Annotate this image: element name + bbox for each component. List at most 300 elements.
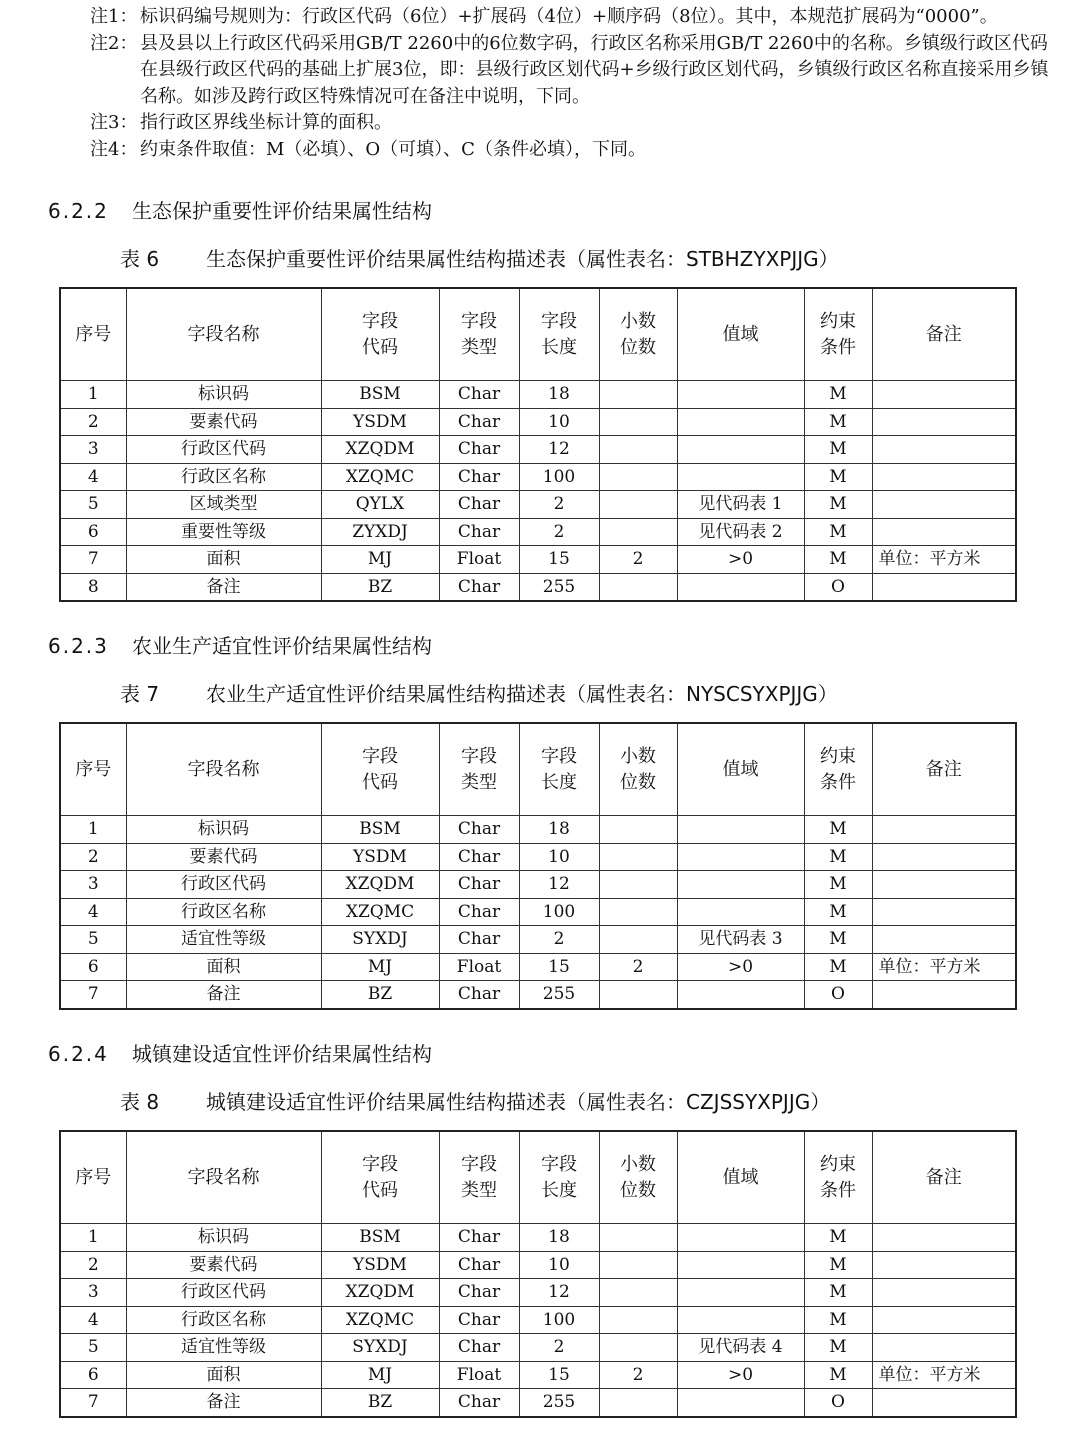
column-header-label: 值域: [722, 758, 759, 780]
domain-cell: [677, 436, 804, 464]
table-row: [60, 1334, 1016, 1362]
section-heading-6-2-3: [48, 630, 432, 659]
table-caption-8: [120, 1086, 830, 1115]
field-name-cell: 标识码: [126, 381, 321, 409]
field-length-cell: 12: [519, 1279, 599, 1307]
field-name-cell: 行政区名称: [126, 898, 321, 926]
table-caption-6: [120, 243, 839, 272]
field-type-cell: Char: [439, 1251, 519, 1279]
field-type-cell: Char: [439, 816, 519, 844]
table-row: [60, 843, 1016, 871]
domain-cell: [677, 898, 804, 926]
column-header: [60, 288, 126, 381]
field-type-cell: Char: [439, 1306, 519, 1334]
column-header-label: 字段长度: [541, 745, 577, 793]
domain-cell: >0: [677, 546, 804, 574]
domain-cell: 见代码表 4: [677, 1334, 804, 1362]
column-header: [599, 1131, 677, 1224]
field-type-cell: Float: [439, 546, 519, 574]
seq-cell: 2: [60, 843, 126, 871]
table-row: [60, 491, 1016, 519]
table-row: [60, 871, 1016, 899]
field-name-cell: 要素代码: [126, 408, 321, 436]
field-length-cell: 100: [519, 463, 599, 491]
field-type-cell: Char: [439, 436, 519, 464]
decimal-cell: [599, 518, 677, 546]
domain-cell: [677, 408, 804, 436]
field-length-cell: 18: [519, 381, 599, 409]
table-number: 表 6: [120, 247, 160, 271]
table-row: [60, 1306, 1016, 1334]
seq-cell: 3: [60, 436, 126, 464]
domain-cell: [677, 463, 804, 491]
section-title: 生态保护重要性评价结果属性结构: [132, 199, 432, 223]
column-header: [126, 723, 321, 816]
column-header: [126, 1131, 321, 1224]
field-length-cell: 2: [519, 926, 599, 954]
domain-cell: [677, 816, 804, 844]
decimal-cell: [599, 436, 677, 464]
decimal-cell: [599, 1224, 677, 1252]
seq-cell: 4: [60, 1306, 126, 1334]
decimal-cell: [599, 463, 677, 491]
constraint-cell: M: [804, 871, 872, 899]
field-code-cell: YSDM: [321, 843, 439, 871]
column-header-label: 约束条件: [820, 310, 856, 358]
column-header-label: 字段长度: [541, 310, 577, 358]
field-type-cell: Char: [439, 1279, 519, 1307]
field-name-cell: 要素代码: [126, 843, 321, 871]
attribute-table-8: [59, 1130, 1017, 1418]
seq-cell: 1: [60, 1224, 126, 1252]
field-length-cell: 18: [519, 816, 599, 844]
table-caption-text: 农业生产适宜性评价结果属性结构描述表（属性表名：NYSCSYXPJJG）: [206, 682, 838, 706]
field-type-cell: Float: [439, 953, 519, 981]
domain-cell: 见代码表 2: [677, 518, 804, 546]
column-header-label: 备注: [925, 323, 962, 345]
constraint-cell: M: [804, 1279, 872, 1307]
attribute-table-7: [59, 722, 1017, 1010]
table-row: [60, 1279, 1016, 1307]
section-heading-6-2-2: [48, 195, 432, 224]
column-header: [519, 1131, 599, 1224]
table-row: [60, 1251, 1016, 1279]
constraint-cell: O: [804, 573, 872, 601]
domain-cell: >0: [677, 953, 804, 981]
seq-cell: 5: [60, 1334, 126, 1362]
column-header: [677, 1131, 804, 1224]
domain-cell: [677, 871, 804, 899]
section-number: 6.2.2: [48, 199, 109, 223]
domain-cell: [677, 573, 804, 601]
column-header-label: 字段类型: [461, 745, 497, 793]
field-code-cell: XZQDM: [321, 871, 439, 899]
table-body: [60, 816, 1016, 1009]
section-number: 6.2.3: [48, 634, 109, 658]
domain-cell: [677, 1279, 804, 1307]
decimal-cell: [599, 1334, 677, 1362]
section-heading-6-2-4: [48, 1038, 432, 1067]
note-label: 注1：: [90, 6, 138, 27]
column-header-label: 序号: [75, 758, 112, 780]
domain-cell: [677, 1389, 804, 1417]
column-header-label: 字段名称: [187, 1166, 260, 1188]
decimal-cell: [599, 573, 677, 601]
column-header: [677, 723, 804, 816]
field-type-cell: Char: [439, 381, 519, 409]
constraint-cell: M: [804, 436, 872, 464]
domain-cell: [677, 1224, 804, 1252]
column-header-label: 序号: [75, 323, 112, 345]
column-header: [872, 288, 1016, 381]
seq-cell: 4: [60, 463, 126, 491]
remark-cell: [872, 1334, 1016, 1362]
column-header-label: 备注: [925, 758, 962, 780]
field-length-cell: 10: [519, 843, 599, 871]
table-number: 表 7: [120, 682, 160, 706]
column-header: [439, 723, 519, 816]
table-row: [60, 381, 1016, 409]
constraint-cell: M: [804, 491, 872, 519]
decimal-cell: [599, 898, 677, 926]
seq-cell: 7: [60, 1389, 126, 1417]
table-row: [60, 546, 1016, 574]
constraint-cell: M: [804, 1334, 872, 1362]
domain-cell: [677, 843, 804, 871]
remark-cell: [872, 898, 1016, 926]
domain-cell: [677, 381, 804, 409]
table-row: [60, 1389, 1016, 1417]
column-header-label: 小数位数: [620, 1153, 656, 1201]
field-type-cell: Char: [439, 1224, 519, 1252]
field-length-cell: 12: [519, 436, 599, 464]
field-type-cell: Char: [439, 463, 519, 491]
remark-cell: [872, 381, 1016, 409]
field-length-cell: 2: [519, 491, 599, 519]
field-name-cell: 行政区代码: [126, 436, 321, 464]
domain-cell: [677, 1251, 804, 1279]
field-code-cell: BZ: [321, 573, 439, 601]
note-3: [90, 110, 1050, 137]
decimal-cell: [599, 843, 677, 871]
table-row: [60, 953, 1016, 981]
seq-cell: 6: [60, 518, 126, 546]
constraint-cell: M: [804, 816, 872, 844]
column-header: [872, 723, 1016, 816]
seq-cell: 1: [60, 381, 126, 409]
remark-cell: [872, 981, 1016, 1009]
field-name-cell: 要素代码: [126, 1251, 321, 1279]
field-name-cell: 标识码: [126, 816, 321, 844]
note-4: [90, 137, 1050, 164]
column-header: [321, 723, 439, 816]
section-title: 农业生产适宜性评价结果属性结构: [132, 634, 432, 658]
remark-cell: [872, 1279, 1016, 1307]
column-header-label: 小数位数: [620, 745, 656, 793]
field-name-cell: 行政区代码: [126, 871, 321, 899]
field-type-cell: Char: [439, 518, 519, 546]
remark-cell: 单位：平方米: [872, 546, 1016, 574]
seq-cell: 2: [60, 408, 126, 436]
field-type-cell: Char: [439, 408, 519, 436]
remark-cell: [872, 408, 1016, 436]
field-code-cell: SYXDJ: [321, 1334, 439, 1362]
field-code-cell: XZQDM: [321, 436, 439, 464]
table-row: [60, 898, 1016, 926]
table-row: [60, 408, 1016, 436]
field-type-cell: Char: [439, 1389, 519, 1417]
field-code-cell: XZQMC: [321, 1306, 439, 1334]
seq-cell: 2: [60, 1251, 126, 1279]
column-header-label: 字段类型: [461, 1153, 497, 1201]
field-code-cell: ZYXDJ: [321, 518, 439, 546]
constraint-cell: O: [804, 981, 872, 1009]
constraint-cell: M: [804, 518, 872, 546]
field-type-cell: Char: [439, 491, 519, 519]
column-header: [804, 288, 872, 381]
field-length-cell: 12: [519, 871, 599, 899]
field-code-cell: XZQDM: [321, 1279, 439, 1307]
field-type-cell: Char: [439, 981, 519, 1009]
column-header: [804, 723, 872, 816]
field-length-cell: 255: [519, 981, 599, 1009]
domain-cell: >0: [677, 1361, 804, 1389]
remark-cell: [872, 1306, 1016, 1334]
constraint-cell: O: [804, 1389, 872, 1417]
constraint-cell: M: [804, 1224, 872, 1252]
table-header-row: [60, 288, 1016, 381]
domain-cell: [677, 1306, 804, 1334]
seq-cell: 7: [60, 981, 126, 1009]
field-name-cell: 备注: [126, 981, 321, 1009]
field-code-cell: BSM: [321, 1224, 439, 1252]
remark-cell: [872, 1251, 1016, 1279]
field-name-cell: 面积: [126, 953, 321, 981]
seq-cell: 6: [60, 1361, 126, 1389]
field-type-cell: Float: [439, 1361, 519, 1389]
column-header-label: 小数位数: [620, 310, 656, 358]
field-length-cell: 15: [519, 953, 599, 981]
table-body: [60, 1224, 1016, 1417]
decimal-cell: [599, 408, 677, 436]
table-caption-text: 城镇建设适宜性评价结果属性结构描述表（属性表名：CZJSSYXPJJG）: [206, 1090, 831, 1114]
constraint-cell: M: [804, 898, 872, 926]
field-code-cell: BSM: [321, 381, 439, 409]
column-header-label: 字段代码: [362, 310, 398, 358]
remark-cell: [872, 816, 1016, 844]
seq-cell: 4: [60, 898, 126, 926]
domain-cell: [677, 981, 804, 1009]
field-code-cell: QYLX: [321, 491, 439, 519]
seq-cell: 5: [60, 926, 126, 954]
column-header: [60, 1131, 126, 1224]
table-caption-7: [120, 678, 838, 707]
remark-cell: [872, 463, 1016, 491]
table-number: 表 8: [120, 1090, 160, 1114]
note-1: [90, 4, 1050, 31]
table-row: [60, 1224, 1016, 1252]
field-type-cell: Char: [439, 926, 519, 954]
field-length-cell: 15: [519, 546, 599, 574]
field-name-cell: 适宜性等级: [126, 1334, 321, 1362]
constraint-cell: M: [804, 408, 872, 436]
column-header-label: 值域: [722, 323, 759, 345]
constraint-cell: M: [804, 1361, 872, 1389]
remark-cell: 单位：平方米: [872, 1361, 1016, 1389]
note-text: 指行政区界线坐标计算的面积。: [140, 112, 392, 133]
field-length-cell: 2: [519, 1334, 599, 1362]
column-header-label: 字段代码: [362, 745, 398, 793]
decimal-cell: [599, 816, 677, 844]
seq-cell: 3: [60, 871, 126, 899]
column-header-label: 备注: [925, 1166, 962, 1188]
field-type-cell: Char: [439, 1334, 519, 1362]
constraint-cell: M: [804, 953, 872, 981]
column-header-label: 约束条件: [820, 745, 856, 793]
decimal-cell: [599, 1279, 677, 1307]
decimal-cell: [599, 871, 677, 899]
field-code-cell: BSM: [321, 816, 439, 844]
table-header-row: [60, 1131, 1016, 1224]
seq-cell: 8: [60, 573, 126, 601]
remark-cell: 单位：平方米: [872, 953, 1016, 981]
seq-cell: 7: [60, 546, 126, 574]
table-body: [60, 381, 1016, 602]
decimal-cell: [599, 1306, 677, 1334]
field-code-cell: BZ: [321, 981, 439, 1009]
column-header-label: 值域: [722, 1166, 759, 1188]
column-header: [60, 723, 126, 816]
field-name-cell: 标识码: [126, 1224, 321, 1252]
column-header-label: 字段名称: [187, 758, 260, 780]
field-name-cell: 面积: [126, 546, 321, 574]
constraint-cell: M: [804, 546, 872, 574]
field-length-cell: 2: [519, 518, 599, 546]
constraint-cell: M: [804, 843, 872, 871]
field-code-cell: YSDM: [321, 1251, 439, 1279]
decimal-cell: [599, 491, 677, 519]
column-header: [599, 723, 677, 816]
section-title: 城镇建设适宜性评价结果属性结构: [132, 1042, 432, 1066]
decimal-cell: 2: [599, 953, 677, 981]
field-type-cell: Char: [439, 573, 519, 601]
table-row: [60, 518, 1016, 546]
column-header: [126, 288, 321, 381]
field-length-cell: 255: [519, 573, 599, 601]
field-length-cell: 10: [519, 1251, 599, 1279]
attribute-table-6: [59, 287, 1017, 602]
column-header: [439, 1131, 519, 1224]
decimal-cell: [599, 981, 677, 1009]
column-header-label: 字段名称: [187, 323, 260, 345]
field-length-cell: 10: [519, 408, 599, 436]
field-name-cell: 区域类型: [126, 491, 321, 519]
field-name-cell: 备注: [126, 573, 321, 601]
field-name-cell: 重要性等级: [126, 518, 321, 546]
seq-cell: 1: [60, 816, 126, 844]
decimal-cell: [599, 1251, 677, 1279]
remark-cell: [872, 871, 1016, 899]
field-length-cell: 255: [519, 1389, 599, 1417]
column-header-label: 约束条件: [820, 1153, 856, 1201]
domain-cell: 见代码表 3: [677, 926, 804, 954]
field-name-cell: 行政区名称: [126, 1306, 321, 1334]
table-header-row: [60, 723, 1016, 816]
column-header: [519, 288, 599, 381]
remark-cell: [872, 436, 1016, 464]
seq-cell: 3: [60, 1279, 126, 1307]
field-code-cell: MJ: [321, 546, 439, 574]
column-header: [872, 1131, 1016, 1224]
field-name-cell: 面积: [126, 1361, 321, 1389]
column-header: [804, 1131, 872, 1224]
remark-cell: [872, 926, 1016, 954]
field-code-cell: XZQMC: [321, 463, 439, 491]
constraint-cell: M: [804, 1306, 872, 1334]
table-caption-text: 生态保护重要性评价结果属性结构描述表（属性表名：STBHZYXPJJG）: [206, 247, 839, 271]
field-length-cell: 15: [519, 1361, 599, 1389]
decimal-cell: [599, 381, 677, 409]
column-header: [519, 723, 599, 816]
note-label: 注2：: [90, 32, 138, 54]
seq-cell: 6: [60, 953, 126, 981]
remark-cell: [872, 1389, 1016, 1417]
field-code-cell: YSDM: [321, 408, 439, 436]
note-label: 注3：: [90, 112, 138, 133]
constraint-cell: M: [804, 1251, 872, 1279]
field-name-cell: 适宜性等级: [126, 926, 321, 954]
table-row: [60, 926, 1016, 954]
table-row: [60, 981, 1016, 1009]
column-header: [321, 288, 439, 381]
field-code-cell: MJ: [321, 1361, 439, 1389]
seq-cell: 5: [60, 491, 126, 519]
constraint-cell: M: [804, 926, 872, 954]
field-code-cell: SYXDJ: [321, 926, 439, 954]
remark-cell: [872, 518, 1016, 546]
field-name-cell: 行政区名称: [126, 463, 321, 491]
note-text: 县及县以上行政区代码采用GB/T 2260中的6位数字码，行政区名称采用GB/T 2260中的名称。乡镇级行政区代码在县级行政区代码的基础上扩展3位，即：县级行政区划代码+乡级行政区划代码，乡镇级行政区名称直接采用乡镇名称。如涉及跨行政区特殊情况可在备注中说明，下同。: [140, 32, 1049, 107]
column-header: [599, 288, 677, 381]
column-header: [677, 288, 804, 381]
section-number: 6.2.4: [48, 1042, 109, 1066]
domain-cell: 见代码表 1: [677, 491, 804, 519]
decimal-cell: 2: [599, 546, 677, 574]
remark-cell: [872, 843, 1016, 871]
table-row: [60, 463, 1016, 491]
column-header-label: 字段长度: [541, 1153, 577, 1201]
constraint-cell: M: [804, 381, 872, 409]
field-code-cell: XZQMC: [321, 898, 439, 926]
column-header-label: 字段类型: [461, 310, 497, 358]
decimal-cell: [599, 1389, 677, 1417]
column-header-label: 序号: [75, 1166, 112, 1188]
decimal-cell: [599, 926, 677, 954]
field-name-cell: 备注: [126, 1389, 321, 1417]
field-length-cell: 100: [519, 898, 599, 926]
field-type-cell: Char: [439, 898, 519, 926]
note-label: 注4：: [90, 138, 138, 160]
field-length-cell: 100: [519, 1306, 599, 1334]
table-row: [60, 573, 1016, 601]
remark-cell: [872, 491, 1016, 519]
field-name-cell: 行政区代码: [126, 1279, 321, 1307]
field-code-cell: MJ: [321, 953, 439, 981]
column-header: [439, 288, 519, 381]
decimal-cell: 2: [599, 1361, 677, 1389]
remark-cell: [872, 573, 1016, 601]
field-type-cell: Char: [439, 871, 519, 899]
